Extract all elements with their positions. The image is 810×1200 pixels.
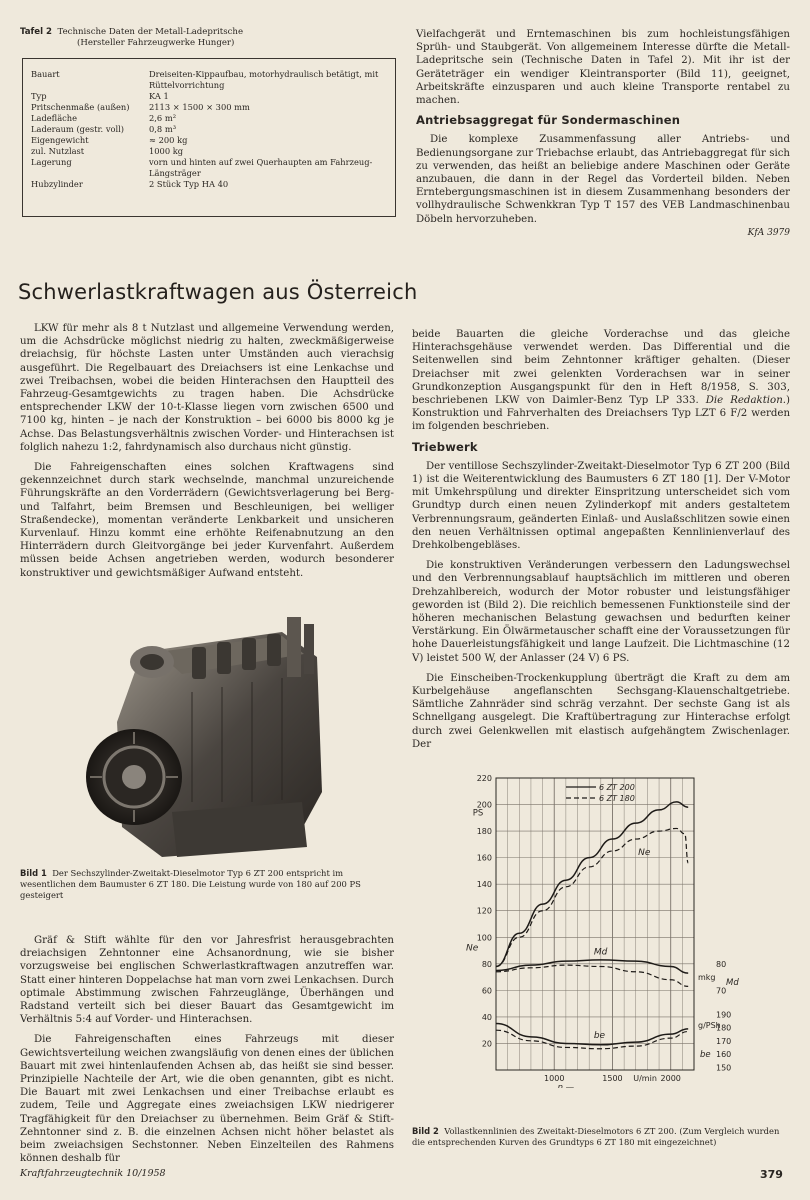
right-para-2: Der ventillose Sechszylinder-Zweitakt-Dieselmotor Typ 6 ZT 200 (Bild 1) ist die Weiterentwicklung des Baumusters 6 ZT 180 [1]. Der V-Motor mit Umkehrspülung und direkter Einspritzung unterscheidet sich vom Grundtyp durch einen neuen Zylinderkopf mit anders gestaltetem Verbrennungsraum, geänderten Einlaß- und Auslaßschlitzen sowie einen den neuen Verhältnissen optimal angepaßten Kennlinienverlauf des Drehkolbengebläses. <box>412 460 790 552</box>
tafel-row <box>31 102 387 113</box>
tafel-key: Bauart <box>31 69 60 79</box>
left-column-bottom <box>20 934 394 1172</box>
left-para-2: Die Fahreigenschaften eines solchen Kraftwagens sind gekennzeichnet durch stark wechselnde, manchmal unzureichende Führungskräfte an den Vorderrädern (Gewichtsverlagerung bei Berg- und Talfahrt, beim Bremsen und Beschleunigen, bei welliger Straßendecke), momentan veränderte Lenkbarkeit und unsicheren Kurvenlauf. Hinzu kommt eine erhöhte Reifenabnutzung an den Hinterrädern durch Gleitvorgänge bei jeder Kurvenfahrt. Außerdem müssen beide Achsen angetrieben werden, wodurch besonderer konstruktiver und gewichtsmäßiger Aufwand entsteht. <box>20 462 394 579</box>
tafel-row <box>31 157 387 179</box>
tafel-row <box>31 69 387 91</box>
right-para-1 <box>412 328 790 434</box>
legend-label: 6 ZT 180 <box>599 794 635 803</box>
be-tick-label: 150 <box>716 1063 732 1073</box>
tafel-row <box>31 179 387 190</box>
right-para-4: Die Einscheiben-Trockenkupplung überträgt die Kraft zu dem am Kurbelgehäuse angeflanschten Sechsgang-Klauenschaltgetriebe. Sämtliche Zahnräder sind schräg verzahnt. Der sechste Gang ist als Schnellgang ausgelegt. Die Kraftübertragung zur Hinterachse erfolgt durch zwei Gelenkwellen mit elastisch aufgehängtem Zwischenlager. Der <box>412 672 790 750</box>
tafel-row <box>31 135 387 146</box>
left-para-3: Gräf & Stift wählte für den vor Jahresfrist herausgebrachten dreiachsigen Zehntonner eine Achsanordnung, wie sie bisher vorzugsweise bei englischen Schwerlastkraftwagen anzutreffen war. Statt einer hinteren Doppelachse hat man vorn zwei Lenkachsen. Durch optimale Abstimmung zwischen Fahrzeuglänge, Überhängen und Radstand verteilt sich bei dieser Bauart das Gesamtgewicht im Verhältnis 5:4 auf Vorder- und Hinterachsen. <box>20 935 394 1026</box>
y-tick-label: 40 <box>481 1012 492 1022</box>
be-tick-label: 160 <box>716 1050 732 1060</box>
bild2-caption <box>412 1126 790 1148</box>
tafel-value: 0,8 m³ <box>149 124 177 134</box>
tafel-key: Typ <box>31 91 47 101</box>
x-tick-label: 1500 <box>602 1074 623 1083</box>
tafel-key: Lagerung <box>31 157 72 167</box>
bild2-text: Vollastkennlinien des Zweitakt-Dieselmotors 6 ZT 200. (Zum Vergleich wurden die entsprechenden Kurven des Grundtyps 6 ZT 180 mit eingezeichnet) <box>412 1126 780 1147</box>
right-para-3: Die konstruktiven Veränderungen verbessern den Ladungswechsel und den Verbrennungsablauf hauptsächlich im mittleren und oberen Drehzahlbereich, wodurch der Motor robuster und leistungsfähiger geworden ist (Bild 2). Die reichlich bemessenen Funktionsteile sind der höheren mechanischen Belastung gewachsen und bedurften keiner Verstärkung. Ein Ölwärmetauscher schafft eine der Voraussetzungen für hohe Dauerleistungsfähigkeit und lange Laufzeit. Die Lichtmaschine (12 V) leistet 500 W, der Anlasser (24 V) 6 PS. <box>412 560 790 664</box>
curve-be-6-zt-200 <box>496 1024 688 1045</box>
tafel-table <box>31 69 387 190</box>
tafel-table-box <box>22 58 396 217</box>
y-tick-label: 220 <box>476 774 492 783</box>
tafel-value: 1000 kg <box>149 146 184 156</box>
x-axis-symbol: n — <box>557 1083 575 1088</box>
bild1-label: Bild 1 <box>20 868 47 878</box>
be-tick-label: 170 <box>716 1036 732 1046</box>
tafel-key: Laderaum (gestr. voll) <box>31 124 125 134</box>
tafel-label: Tafel 2 <box>20 27 53 37</box>
y-tick-label: 140 <box>476 880 492 890</box>
section-heading-antrieb: Antriebsaggregat für Sondermaschinen <box>416 113 681 128</box>
tafel-key: Pritschenmaße (außen) <box>31 102 130 112</box>
y-tick-label: 200 <box>476 800 492 810</box>
y-axis-unit: PS <box>472 808 484 819</box>
tafel-key: Ladefläche <box>31 113 78 123</box>
tafel-subtitle: (Hersteller Fahrzeugwerke Hunger) <box>77 38 235 48</box>
engine-photo-icon <box>82 612 338 864</box>
bild2-label: Bild 2 <box>412 1126 439 1136</box>
md-tick-label: 70 <box>716 986 727 996</box>
article-headline: Schwerlastkraftwagen aus Österreich <box>18 280 418 304</box>
tafel-value: vorn und hinten auf zwei Querhaupten am Fahrzeug-Längsträger <box>149 157 373 178</box>
be-tick-label: 180 <box>716 1023 732 1033</box>
y-tick-label: 60 <box>481 986 492 996</box>
right-para-1-text: beide Bauarten die gleiche Vorderachse und das gleiche Hinterachsgehäuse verwendet werden. Das Differential und die Seitenwellen sind beim Zehntonner kräftiger gehalten. (Dieser Dreiachser mit zwei gelenkten Vorderachsen war in seiner Grundkonzeption Ausgangspunkt für den in Heft 8/1958, S. 303, beschriebenen LKW von Daimler-Benz Typ LP 333. <box>412 329 790 407</box>
y-tick-label: 160 <box>476 853 492 863</box>
tafel-key: zul. Nutzlast <box>31 146 85 156</box>
x-axis-label: U/min <box>633 1074 657 1083</box>
bild1-text: Der Sechszylinder-Zweitakt-Dieselmotor Typ 6 ZT 200 entspricht im wesentlichen dem Baumuster 6 ZT 180. Die Leistung wurde von 180 auf 200 PS gesteigert <box>20 868 361 900</box>
tafel-key: Hubzylinder <box>31 179 83 189</box>
y-tick-label: 120 <box>476 906 492 916</box>
left-para-4: Die Fahreigenschaften eines Fahrzeugs mit dieser Gewichtsverteilung weichen zwangsläufig von denen eines der üblichen Bauart mit zwei hintenlaufenden Achsen ab, das heißt sie sind besser. Prinzipielle Nachteile der Art, wie die oben genannten, gibt es nicht. Die Bauart mit zwei Lenkachsen und einer Treibachse erlaubt es zudem, Teile und Aggregate eines zweiachsigen LKW niedrigerer Tragfähigkeit für den Dreiachser zu übernehmen. Beim Gräf & Stift-Zehntonner sind z. B. die einzelnen Achsen nicht höher belastet als beim zweiachsigen Sechstonner. Neben Einzelteilen des Rahmens können deshalb für <box>20 1034 394 1165</box>
md-tick-label: 80 <box>716 959 727 969</box>
right-para-1-tail: ) Konstruktion und Fahrverhalten des Dreiachsers Typ LZT 6 F/2 werden im folgenden beschrieben. <box>412 395 790 433</box>
plot-frame <box>496 778 694 1070</box>
top-right-para-2: Die komplexe Zusammenfassung aller Antriebs- und Bedienungsorgane zur Triebachse erlaubt, das Antriebaggregat für sich zu verwenden, das heißt an beliebige andere Maschinen oder Geräte anzubauen, die dann in der Regel das Vorderteil bilden. Neben Erntebergungsmaschinen ist in diesem Zusammenhang besonders der vollhydraulische Schwenkkran Typ T 157 des VEB Landmaschinenbau Döbeln hervorzuheben. <box>416 134 790 225</box>
performance-chart-svg <box>456 770 786 1088</box>
curve-ne-6-zt-180 <box>496 828 688 966</box>
y-tick-label: 80 <box>481 959 492 969</box>
footer-journal: Kraftfahrzeugtechnik 10/1958 <box>20 1168 166 1179</box>
be-tick-label: 190 <box>716 1010 732 1020</box>
curve-md-6-zt-180 <box>496 965 688 986</box>
right-column <box>412 328 790 758</box>
left-para-1: LKW für mehr als 8 t Nutzlast und allgemeine Verwendung werden, um die Achsdrücke möglichst niedrig zu halten, zweckmäßigerweise dreiachsig, für höchste Lasten unter Umständen auch vierachsig ausgeführt. Die Regelbauart des Dreiachsers ist eine Lenkachse und zwei Treibachsen, wobei die beiden Hinterachsen den Hauptteil des Fahrzeug-Gesamtgewichts zu tragen haben. Die Achsdrücke entsprechender LKW der 10-t-Klasse liegen vorn zwischen 6500 und 7100 kg, hinten – je nach der Konstruktion – bei 6000 bis 8000 kg je Achse. Das Belastungsverhältnis zwischen Vorder- und Hinterachsen ist folglich nahezu 1:2, fahrdynamisch also durchaus nicht günstig. <box>20 323 394 453</box>
top-right-para-1: Vielfachgerät und Erntemaschinen bis zum hochleistungsfähigen Sprüh- und Staubgerät. Von allgemeinem Interesse dürfte die Metall-Ladepritsche sein (Technische Daten in Tafel 2). Mit ihr ist der Geräteträger ein wendiger Kleintransporter (Bild 11), geeignet, Arbeitskräfte einzusparen und auch kleine Transporte rentabel zu machen. <box>416 29 790 107</box>
tafel-value: 2 Stück Typ HA 40 <box>149 179 229 189</box>
y-tick-label: 100 <box>476 933 492 943</box>
legend-label: 6 ZT 200 <box>599 783 635 792</box>
y-tick-label: 20 <box>481 1039 492 1049</box>
tafel-value: 2,6 m² <box>149 113 177 123</box>
curve-label-ne: Ne <box>638 847 651 858</box>
be-axis-symbol: be <box>700 1050 711 1061</box>
be-axis-unit: g/PSh <box>698 1020 721 1030</box>
tafel-value: ≈ 200 kg <box>149 135 188 145</box>
bild1-caption <box>20 868 394 901</box>
y-axis-symbol: Ne <box>466 943 479 954</box>
curve-label-md: Md <box>593 947 608 958</box>
tafel-caption <box>20 27 400 49</box>
author-sign: KfA 3979 <box>747 227 790 238</box>
y-tick-label: 180 <box>476 827 492 837</box>
page-number: 379 <box>760 1168 783 1181</box>
editor-note: Die Redaktion. <box>705 395 786 407</box>
tafel-value: Dreiseiten-Kippaufbau, motorhydraulisch betätigt, mit Rüttelvorrichtung <box>149 69 379 90</box>
tafel-row <box>31 124 387 135</box>
curve-label-be: be <box>593 1031 606 1042</box>
performance-chart <box>456 770 786 1088</box>
tafel-row <box>31 91 387 102</box>
md-axis-unit: mkg <box>698 973 716 983</box>
tafel-row <box>31 113 387 124</box>
engine-photo <box>82 612 338 864</box>
x-tick-label: 2000 <box>660 1074 681 1083</box>
x-tick-label: 1000 <box>544 1074 565 1083</box>
tafel-title: Technische Daten der Metall-Ladepritsche <box>57 27 244 37</box>
tafel-value: KA 1 <box>149 91 169 101</box>
tafel-key: Eigengewicht <box>31 135 89 145</box>
tafel-row <box>31 146 387 157</box>
top-right-column <box>416 28 790 240</box>
section-heading-triebwerk: Triebwerk <box>412 439 478 454</box>
curve-be-6-zt-180 <box>496 1030 688 1049</box>
md-axis-symbol: Md <box>726 978 739 989</box>
left-column-top <box>20 322 394 587</box>
tafel-value: 2113 × 1500 × 300 mm <box>149 102 250 112</box>
